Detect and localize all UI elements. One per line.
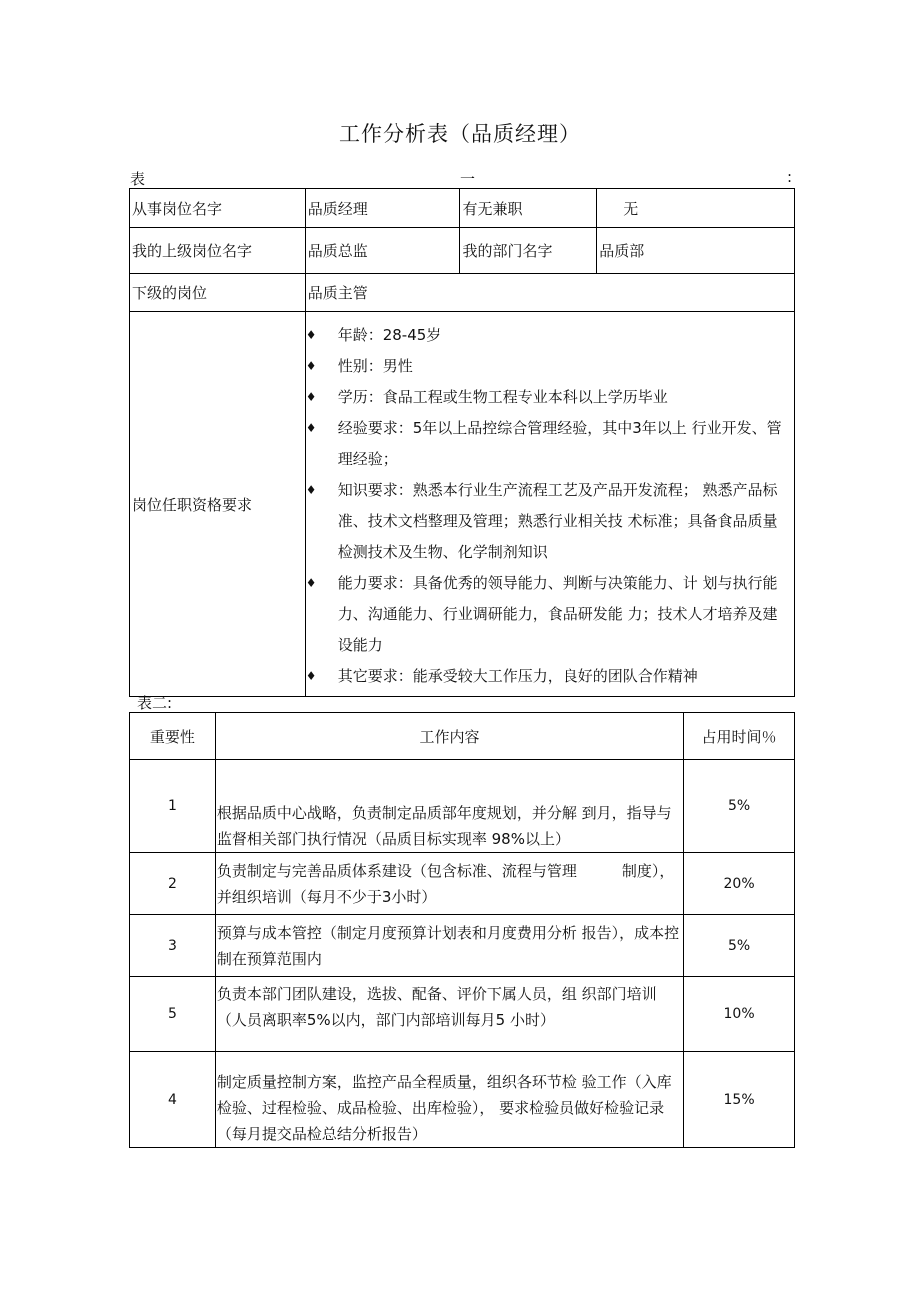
importance-cell: 5 <box>130 977 216 1052</box>
table-row <box>130 189 795 228</box>
time-cell: 10% <box>684 977 795 1052</box>
table-row <box>130 915 795 977</box>
requirements-cell <box>305 312 794 697</box>
superior-label: 我的上级岗位名字 <box>130 228 306 274</box>
table1-caption <box>130 168 794 188</box>
content-cell: 根据品质中心战略，负责制定品质部年度规划，并分解 到月，指导与监督相关部门执行情况（品质目标实现率 98%以上） <box>215 760 683 853</box>
content-cell: 制定质量控制方案，监控产品全程质量，组织各环节检 验工作（入库检验、过程检验、成品检验、出库检验）， 要求检验员做好检验记录（每月提交品检总结分析报告） <box>215 1052 683 1148</box>
requirement-text: 能力要求：具备优秀的领导能力、判断与决策能力、计 划与执行能力、沟通能力、行业调研能力，食品研发能 力；技术人才培养及建设能力 <box>337 574 778 654</box>
table1-caption-right: : <box>786 168 792 186</box>
content-cell: 负责本部门团队建设，选拔、配备、评价下属人员，组 织部门培训（人员离职率5%以内，部门内部培训每月5 小时） <box>215 977 683 1052</box>
requirement-text: 其它要求：能承受较大工作压力，良好的团队合作精神 <box>337 667 698 685</box>
list-item <box>306 351 790 382</box>
importance-cell: 2 <box>130 853 216 915</box>
list-item <box>306 382 790 413</box>
list-item <box>306 568 790 661</box>
diamond-bullet-icon: ♦ <box>305 576 317 590</box>
table-row <box>130 228 795 274</box>
table1-caption-left: 表 <box>130 170 146 188</box>
work-content-table <box>129 712 795 1148</box>
table-row <box>130 853 795 915</box>
time-cell: 20% <box>684 853 795 915</box>
time-cell: 5% <box>684 760 795 853</box>
importance-cell: 4 <box>130 1052 216 1148</box>
diamond-bullet-icon: ♦ <box>305 328 317 342</box>
department-label: 我的部门名字 <box>460 228 597 274</box>
header-importance: 重要性 <box>130 713 216 760</box>
table1-caption-mid: 一 <box>460 170 476 188</box>
subordinate-label: 下级的岗位 <box>130 274 306 312</box>
time-cell: 15% <box>684 1052 795 1148</box>
diamond-bullet-icon: ♦ <box>305 421 317 435</box>
content-cell: 预算与成本管控（制定月度预算计划表和月度费用分析 报告），成本控制在预算范围内 <box>215 915 683 977</box>
diamond-bullet-icon: ♦ <box>305 390 317 404</box>
superior-value: 品质总监 <box>305 228 460 274</box>
importance-cell: 3 <box>130 915 216 977</box>
table-row <box>130 1052 795 1148</box>
subordinate-value: 品质主管 <box>305 274 794 312</box>
position-label: 从事岗位名字 <box>130 189 306 228</box>
diamond-bullet-icon: ♦ <box>305 669 317 683</box>
table-header-row <box>130 713 795 760</box>
page-title: 工作分析表（品质经理） <box>339 122 581 146</box>
diamond-bullet-icon: ♦ <box>305 483 317 497</box>
requirement-text: 知识要求：熟悉本行业生产流程工艺及产品开发流程； 熟悉产品标准、技术文档整理及管理；熟悉行业相关技 术标准；具备食品质量检测技术及生物、化学制剂知识 <box>337 481 778 561</box>
list-item <box>306 413 790 475</box>
diamond-bullet-icon: ♦ <box>305 359 317 373</box>
content-cell: 负责制定与完善品质体系建设（包含标准、流程与管理 制度），并组织培训（每月不少于3小时） <box>215 853 683 915</box>
requirement-text: 性别：男性 <box>337 357 413 375</box>
table-row <box>130 977 795 1052</box>
department-value: 品质部 <box>597 228 795 274</box>
header-content: 工作内容 <box>215 713 683 760</box>
header-time: 占用时间％ <box>684 713 795 760</box>
requirement-text: 年龄：28-45岁 <box>337 326 442 344</box>
job-info-table <box>129 188 795 697</box>
concurrent-label: 有无兼职 <box>460 189 597 228</box>
list-item <box>306 475 790 568</box>
importance-cell: 1 <box>130 760 216 853</box>
table-row <box>130 760 795 853</box>
table2-caption: 表二: <box>137 694 173 712</box>
list-item <box>306 320 790 351</box>
requirement-text: 学历：食品工程或生物工程专业本科以上学历毕业 <box>337 388 668 406</box>
requirements-list <box>306 312 794 696</box>
list-item <box>306 661 790 692</box>
time-cell: 5% <box>684 915 795 977</box>
table-row <box>130 274 795 312</box>
table-row <box>130 312 795 697</box>
position-value: 品质经理 <box>305 189 460 228</box>
requirements-label: 岗位任职资格要求 <box>130 312 306 697</box>
concurrent-value: 无 <box>597 189 795 228</box>
requirement-text: 经验要求：5年以上品控综合管理经验，其中3年以上 行业开发、管理经验； <box>337 419 782 468</box>
